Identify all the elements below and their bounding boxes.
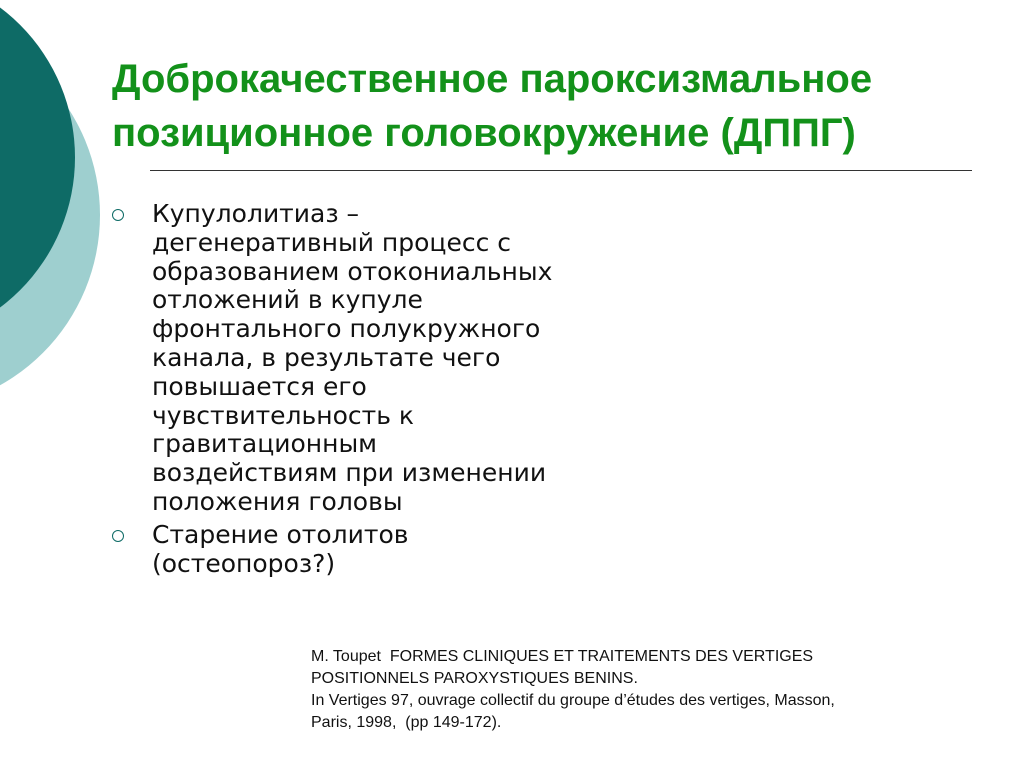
bullet-line: канала, в результате чего bbox=[152, 342, 501, 372]
hollow-circle-bullet-icon bbox=[112, 530, 124, 542]
reference-line: POSITIONNELS PAROXYSTIQUES BENINS. bbox=[311, 670, 638, 687]
bullet-text bbox=[152, 200, 632, 517]
bullet-line: отложений в купуле bbox=[152, 285, 423, 315]
reference-citation bbox=[311, 646, 1001, 734]
bullet-line: повышается его bbox=[152, 371, 367, 401]
bullet-line: Купулолитиаз – bbox=[152, 199, 360, 228]
bullet-line: гравитационным bbox=[152, 429, 378, 459]
reference-line: In Vertiges 97, ouvrage collectif du groupe d’études des vertiges, Masson, bbox=[311, 692, 835, 709]
bullet-item-otolith-aging bbox=[112, 521, 632, 579]
bullet-line: фронтального полукружного bbox=[152, 314, 541, 344]
bullet-line: положения головы bbox=[152, 486, 403, 516]
title-divider bbox=[150, 170, 972, 171]
bullet-list bbox=[112, 200, 632, 582]
bullet-line: чувствительность к bbox=[152, 400, 414, 430]
slide-title bbox=[112, 52, 992, 160]
bullet-line: Старение отолитов bbox=[152, 519, 409, 549]
bullet-line: дегенеративный процесс с bbox=[152, 227, 512, 257]
bullet-text bbox=[152, 521, 632, 579]
bullet-line: воздействиям при изменении bbox=[152, 458, 547, 488]
reference-line: Paris, 1998, (pp 149-172). bbox=[311, 714, 502, 731]
bullet-item-cupulolithiasis bbox=[112, 200, 632, 517]
bullet-line: (остеопороз?) bbox=[152, 548, 336, 578]
reference-line: M. Toupet FORMES CLINIQUES ET TRAITEMENTS DES VERTIGES bbox=[311, 648, 814, 665]
slide-title-line-2: позиционное головокружение (ДППГ) bbox=[112, 111, 856, 155]
slide-title-line-1: Доброкачественное пароксизмальное bbox=[112, 57, 873, 101]
bullet-line: образованием отокониальных bbox=[152, 256, 553, 286]
hollow-circle-bullet-icon bbox=[112, 209, 124, 221]
